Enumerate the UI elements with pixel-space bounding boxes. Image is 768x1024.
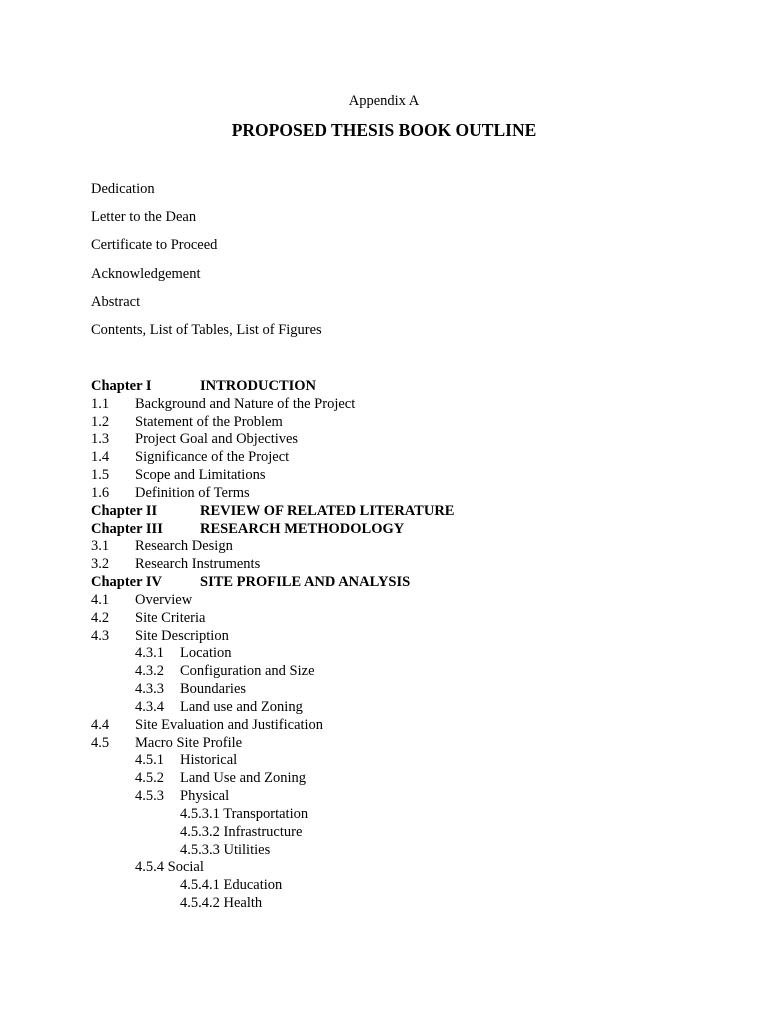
outline-text: Macro Site Profile — [135, 734, 243, 751]
outline-number: 3.1 — [91, 538, 110, 555]
front-matter-item: Certificate to Proceed — [91, 237, 218, 254]
outline-text: Significance of the Project — [135, 449, 290, 466]
outline-number: 1.1 — [91, 395, 110, 412]
outline-text: Project Goal and Objectives — [135, 431, 299, 448]
outline-number: Chapter I — [91, 378, 152, 394]
outline-text: 4.5.3.2 Infrastructure — [180, 823, 303, 840]
outline-number: 4.4 — [91, 716, 110, 733]
outline-number: 1.6 — [91, 484, 110, 501]
outline-text: SITE PROFILE AND ANALYSIS — [200, 574, 411, 591]
front-matter-item: Letter to the Dean — [91, 209, 197, 226]
outline-text: Physical — [180, 788, 230, 805]
outline-number: 4.3.3 — [135, 681, 164, 698]
outline-number: 4.3 — [91, 627, 110, 644]
front-matter-item: Dedication — [91, 181, 155, 197]
outline-number: 4.5.2 — [135, 770, 164, 787]
outline-text: Land use and Zoning — [180, 698, 303, 715]
outline-text: 4.5.3.3 Utilities — [180, 841, 271, 858]
front-matter-item: Abstract — [91, 293, 141, 310]
outline-text: Location — [180, 645, 232, 662]
outline-text: 4.5.4.1 Education — [180, 877, 283, 894]
outline-text: 4.5.3.1 Transportation — [180, 805, 309, 822]
outline-text: RESEARCH METHODOLOGY — [200, 520, 405, 537]
outline-number: 1.2 — [91, 413, 110, 430]
outline-number: 4.2 — [91, 609, 110, 626]
outline-number: 4.5 — [91, 734, 110, 751]
outline-text: Configuration and Size — [180, 663, 315, 680]
outline-text: 4.5.4.2 Health — [180, 895, 263, 912]
outline-number: 4.1 — [91, 591, 110, 608]
outline-number: 4.3.1 — [135, 645, 164, 662]
outline-number: 1.5 — [91, 467, 110, 484]
outline-number: 4.3.2 — [135, 663, 164, 680]
outline-text: Historical — [180, 752, 238, 769]
outline-text: Background and Nature of the Project — [135, 395, 356, 412]
outline-number: Chapter II — [91, 502, 158, 519]
outline-text: Research Instruments — [135, 556, 261, 573]
outline-text: Statement of the Problem — [135, 413, 283, 430]
outline-text: Definition of Terms — [135, 484, 250, 501]
outline-text: 4.5.4 Social — [135, 859, 204, 876]
outline-number: 4.3.4 — [135, 698, 164, 715]
outline-text: Land Use and Zoning — [180, 770, 307, 787]
outline-text: Boundaries — [180, 681, 247, 698]
outline-number: 4.5.3 — [135, 788, 164, 805]
outline-text: Site Evaluation and Justification — [135, 716, 324, 733]
outline-number: Chapter IV — [91, 574, 163, 591]
outline-text: INTRODUCTION — [200, 378, 317, 394]
front-matter-list — [91, 180, 322, 349]
page-title: PROPOSED THESIS BOOK OUTLINE — [231, 120, 537, 140]
outline-text: Overview — [135, 591, 193, 608]
outline-text: Scope and Limitations — [135, 467, 266, 484]
outline-number: 1.3 — [91, 431, 110, 448]
front-matter-item: Contents, List of Tables, List of Figures — [91, 321, 322, 338]
outline-number: 4.5.1 — [135, 752, 164, 769]
appendix-label: Appendix A — [348, 93, 420, 109]
outline-text: Site Description — [135, 627, 229, 644]
outline-text: Research Design — [135, 538, 233, 555]
front-matter-item: Acknowledgement — [91, 265, 201, 282]
outline-number: 1.4 — [91, 449, 110, 466]
outline-text: Site Criteria — [135, 609, 206, 626]
outline-text: REVIEW OF RELATED LITERATURE — [200, 502, 455, 519]
outline-number: 3.2 — [91, 556, 110, 573]
outline-number: Chapter III — [91, 520, 163, 537]
